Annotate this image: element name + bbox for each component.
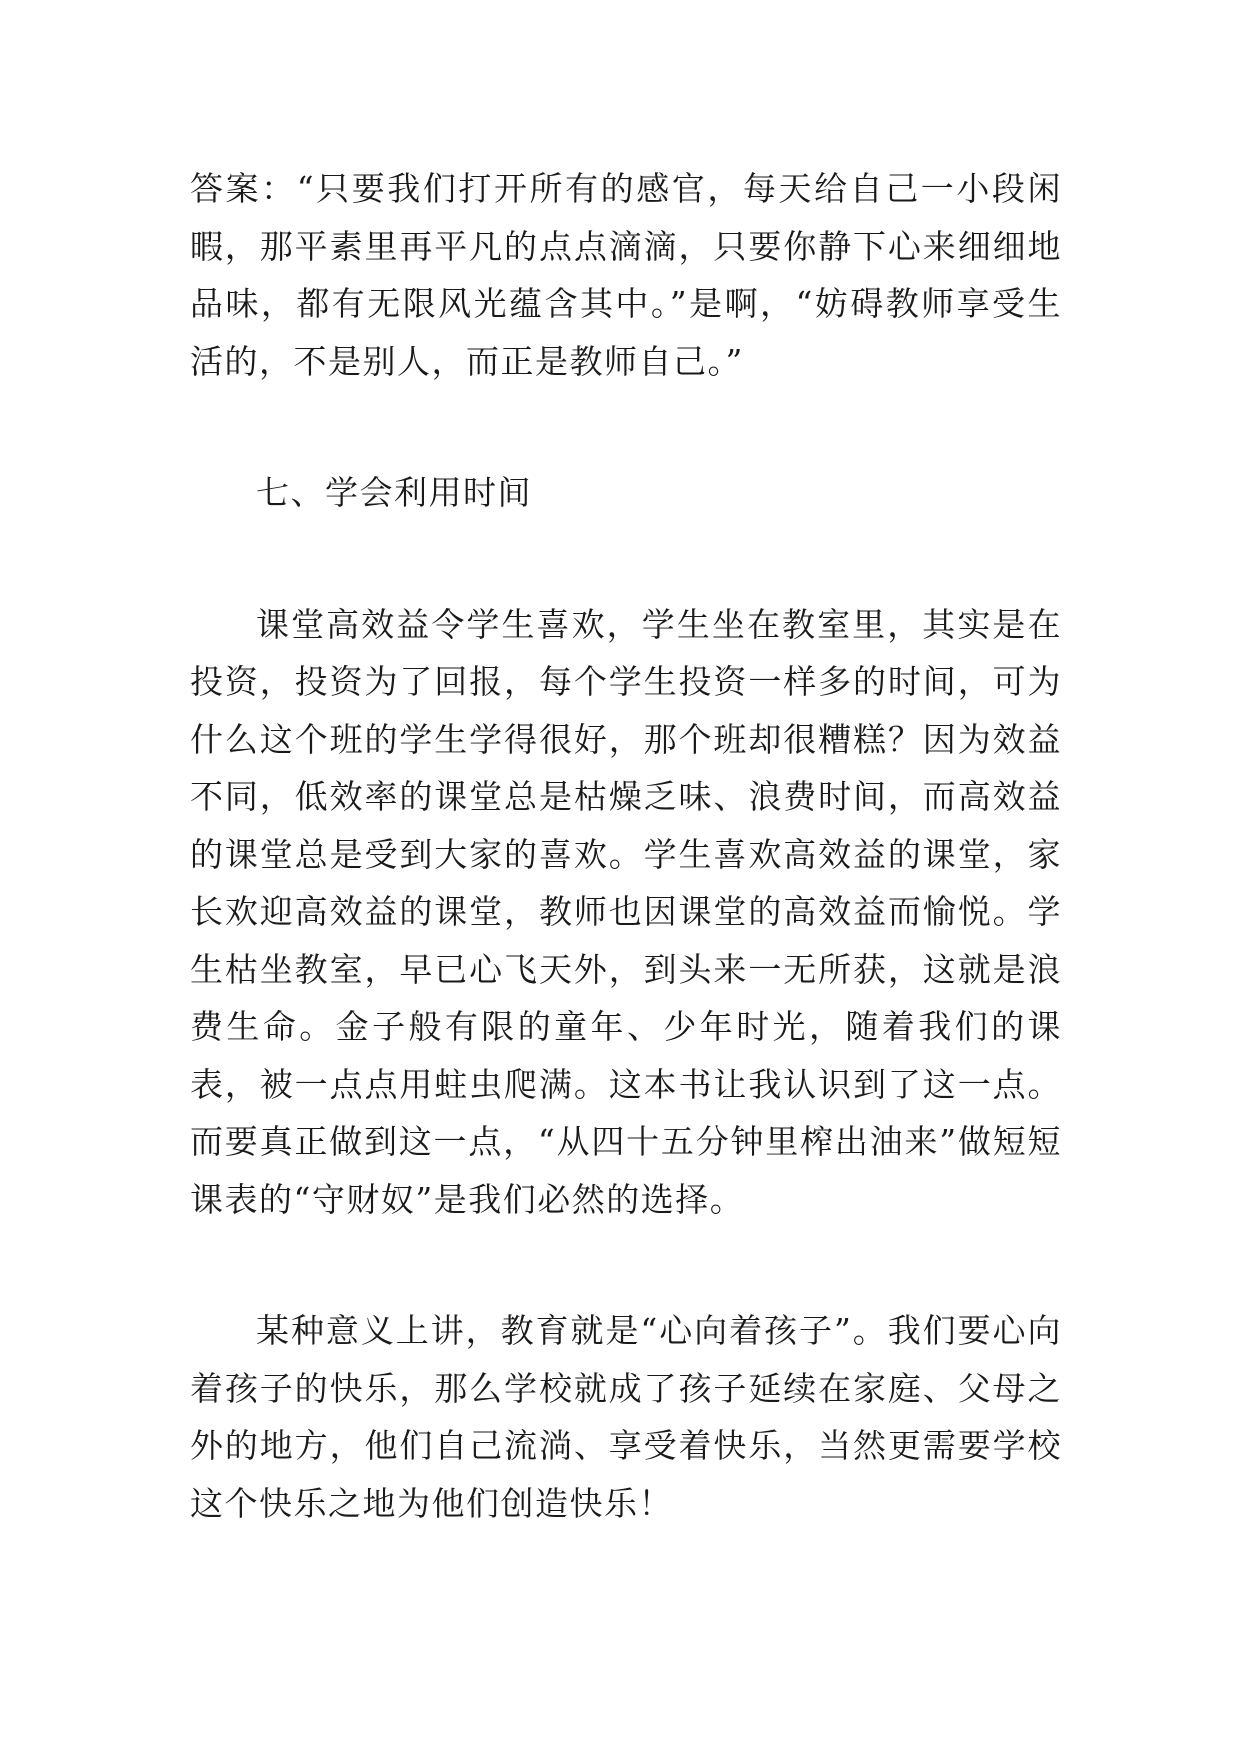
paragraph-heart-toward-children: 某种意义上讲，教育就是“心向着孩子”。我们要心向着孩子的快乐，那么学校就成了孩子延续在家庭、父母之外的地方，他们自己流淌、享受着快乐，当然更需要学校这个快乐之地为他们创造快乐！ [190, 1311, 1062, 1523]
paragraph-gap [190, 390, 1062, 464]
paragraph-answer-quote: 答案：“只要我们打开所有的感官，每天给自己一小段闲暇，那平素里再平凡的点点滴滴，只要你静下心来细细地品味，都有无限风光蕴含其中。”是啊，“妨碍教师享受生活的，不是别人，而正是教师自己。” [190, 169, 1062, 381]
paragraph-efficient-classroom: 课堂高效益令学生喜欢，学生坐在教室里，其实是在投资，投资为了回报，每个学生投资一样多的时间，可为什么这个班的学生学得很好，那个班却很糟糕？因为效益不同，低效率的课堂总是枯燥乏味、浪费时间，而高效益的课堂总是受到大家的喜欢。学生喜欢高效益的课堂，家长欢迎高效益的课堂，教师也因课堂的高效益而愉悦。学生枯坐教室，早已心飞天外，到头来一无所获，这就是浪费生命。金子般有限的童年、少年时光，随着我们的课表，被一点点用蛀虫爬满。这本书让我认识到了这一点。而要真正做到这一点，“从四十五分钟里榨出油来”做短短课表的“守财奴”是我们必然的选择。 [190, 604, 1062, 1219]
section-heading: 七、学会利用时间 [256, 473, 532, 512]
paragraph-gap [190, 1228, 1062, 1302]
paragraph-gap [190, 522, 1062, 596]
document-body [190, 160, 1062, 1532]
